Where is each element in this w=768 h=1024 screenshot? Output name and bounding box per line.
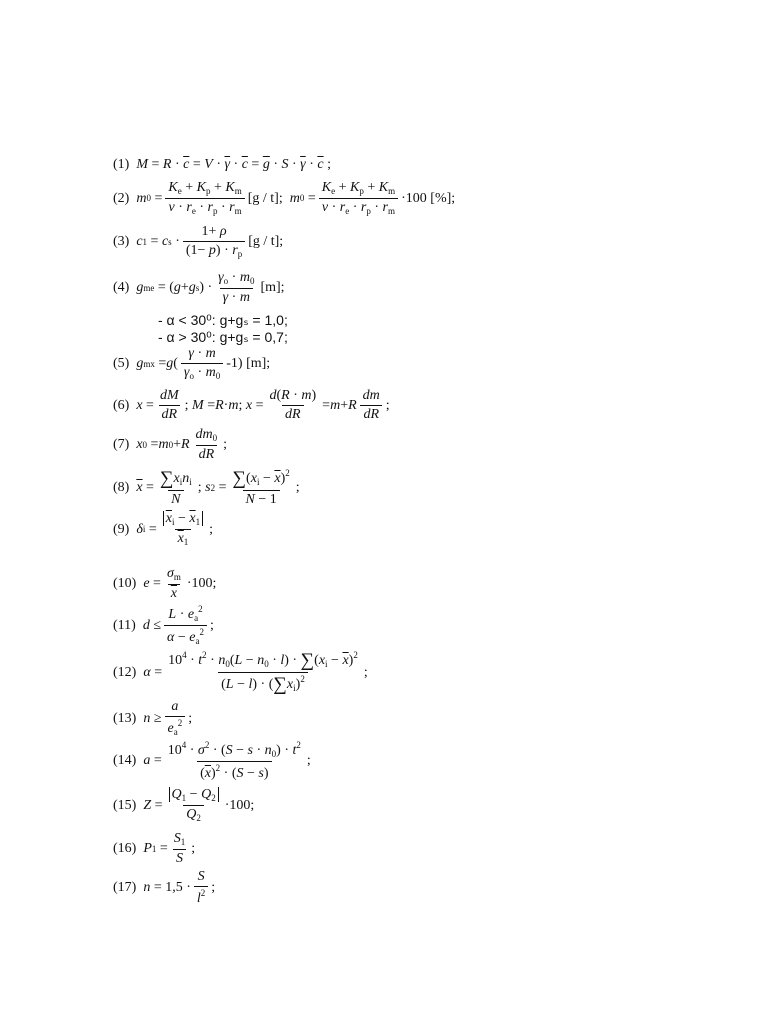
equation-body: P 1 = $\frac{S_1}{S}$ ;	[143, 831, 196, 866]
unit-label: 100 [%];	[405, 190, 456, 206]
equation-1	[113, 158, 331, 172]
equation-5	[113, 347, 270, 381]
equation-body: α = $\frac{10^4 \cdot t^2 \cdot n_0(L - n_0 \cdot l) \cdot \sum(x_i - \overline{x})^2}{(L - l) \cdot (\sum x_i)^2}$ ;	[143, 650, 368, 695]
equation-3	[113, 225, 283, 259]
equation-number: (9)	[113, 521, 130, 537]
unit-label: [g / t];	[247, 190, 283, 206]
equation-body: e = $\frac{\sigma_m}{x}$ · 100;	[143, 566, 217, 601]
equation-body: m 0 = $\frac{K_e + K_p + K_m}{v \cdot r_e \cdot r_p \cdot r_m}$ [g / t]; m 0 = $\frac{K_e + K_p + K_m}{v \cdot r_e \cdot r_p \cdot r_m}$ · 100 [%];	[136, 180, 456, 216]
equation-number: (10)	[113, 576, 137, 591]
equation-number: (8)	[113, 480, 130, 495]
constant: 1,5	[165, 880, 183, 895]
equation-9	[113, 512, 213, 547]
equation-number: (1)	[113, 157, 130, 172]
equation-body: $\overline{x}$ = $\frac{\sum x_in_i}{N}$ ; s 2 = $\frac{\sum(x_i - \overline{x})^2}{N - 1}$ ;	[136, 468, 300, 507]
equation-14	[113, 741, 311, 781]
equation-number: (11)	[113, 617, 136, 633]
constant: 100;	[229, 797, 255, 813]
equation-number: (16)	[113, 841, 137, 856]
equation-body: n = 1,5 · $\frac{S}{l^2}$ ;	[143, 869, 216, 906]
equation-body: $M = R \cdot \overline{c} = V \cdot \overline{\gamma} \cdot \overline{c} = \overline{g} \cdot S \cdot \overline{\gamma} \cdot \overline{c}$ ;	[136, 157, 331, 172]
equation-body: x = $\frac{dM}{dR}$ ; M = R · m ; x = $\frac{d(R \cdot m)}{dR}$ = m + R $\frac{dm}{dR}$ ;	[136, 388, 390, 422]
unit-label: -1) [m];	[226, 356, 271, 371]
equation-body: Z = $\frac{Q_1 - Q_2}{Q_2}$ · 100;	[143, 787, 255, 823]
equation-body: g me = ( g + g s ) · $\frac{\gamma_o \cdot m_0}{\gamma \cdot m}$ [m];	[136, 270, 285, 305]
equation-body: x 0 = m 0 + R $\frac{dm_0}{dR}$ ;	[136, 427, 228, 462]
equation-12	[113, 651, 368, 694]
equation-13	[113, 700, 192, 737]
equation-6	[113, 389, 390, 422]
equation-number: (14)	[113, 753, 137, 768]
unit-label: [g / t];	[248, 234, 284, 249]
condition-note: - α > 30⁰: g+gₛ = 0,7;	[158, 329, 288, 345]
equation-number: (13)	[113, 710, 137, 726]
equation-number: (5)	[113, 356, 130, 371]
equation-number: (17)	[113, 880, 137, 895]
equation-number: (4)	[113, 280, 130, 295]
equation-body: n ≥ $\frac{a}{e_a^2}$ ;	[143, 699, 193, 737]
equation-17	[113, 870, 215, 906]
equation-7	[113, 428, 227, 462]
equation-number: (15)	[113, 797, 137, 813]
equation-body: a = $\frac{10^4 \cdot \sigma^2 \cdot (S - s \cdot n_0) \cdot t^2}{(\overline{x})^2 \cdot (S - s)}$ ;	[143, 740, 311, 781]
constant: 100;	[191, 576, 217, 591]
equation-number: (2)	[113, 190, 130, 206]
equation-10	[113, 567, 216, 601]
equation-2	[113, 181, 455, 216]
equation-number: (12)	[113, 664, 137, 680]
condition-note: - α < 30⁰: g+gₛ = 1,0;	[158, 312, 288, 328]
equation-number: (3)	[113, 234, 130, 249]
equation-16	[113, 832, 195, 866]
equation-body: d ≤ $\frac{L \cdot e_a^2}{\alpha - e_a^2}$ ;	[142, 604, 214, 646]
equation-body: g mx = g ( $\frac{\gamma \cdot m}{\gamma_o \cdot m_0}$ -1) [m];	[136, 346, 271, 381]
equation-4	[113, 271, 285, 305]
equation-body: δ i = $\frac{\overline{x}_i - \overline{x}_1}{\overline{x}_1}$ ;	[136, 511, 214, 547]
equation-8	[113, 469, 300, 507]
equation-body: c 1 = c s · $\frac{1+ \rho}{(1- p) \cdot r_p}$ [g / t];	[136, 224, 284, 259]
equation-15	[113, 788, 254, 823]
equation-number: (6)	[113, 397, 130, 413]
equation-11	[113, 605, 214, 646]
unit-label: [m];	[260, 280, 285, 295]
equation-number: (7)	[113, 437, 130, 452]
